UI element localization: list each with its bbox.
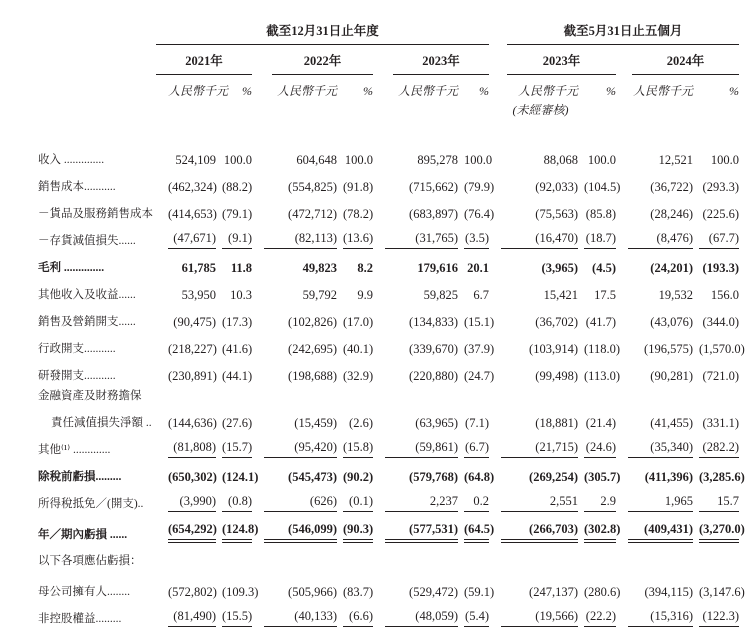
pct-cell: (3,270.0): [699, 521, 739, 543]
value-cell: 1,965: [628, 493, 693, 512]
pct-cell: 8.2: [357, 261, 373, 275]
value-cell: (3,965): [541, 261, 578, 275]
pct-cell: 17.5: [594, 288, 616, 302]
row-label: 收入 ..............: [38, 154, 105, 166]
value-cell: (220,880): [409, 369, 458, 383]
row-label: 除稅前虧損.........: [38, 471, 122, 483]
value-cell: (90,281): [650, 369, 693, 383]
value-cell: (92,033): [535, 180, 578, 194]
value-cell: (650,302): [168, 470, 217, 484]
pct-cell: (24.6): [584, 439, 616, 458]
value-cell: (63,965): [415, 416, 458, 430]
pct-cell: (17.3): [222, 315, 253, 329]
value-cell: (81,808): [168, 439, 216, 458]
pct-cell: (0.8): [222, 493, 252, 512]
value-cell: (48,059): [385, 608, 458, 627]
row-label: 其他收入及收益......: [38, 289, 136, 301]
pct-cell: (122.3): [699, 608, 739, 627]
value-cell: 61,785: [181, 261, 216, 275]
row-label: 銷售及營銷開支......: [38, 316, 136, 328]
note-row: [38, 103, 743, 117]
pct-label: %: [729, 84, 739, 98]
value-cell: 2,237: [385, 493, 458, 512]
value-cell: (654,292): [168, 521, 216, 543]
value-cell: (411,396): [644, 470, 693, 484]
financial-table-body: [38, 141, 743, 627]
pct-cell: 11.8: [230, 261, 252, 275]
value-cell: (545,473): [288, 470, 337, 484]
pct-cell: (27.6): [222, 416, 253, 430]
value-cell: (134,833): [409, 315, 458, 329]
pct-cell: (124.8): [222, 521, 252, 543]
value-cell: 88,068: [543, 153, 578, 167]
value-cell: (409,431): [628, 521, 693, 543]
value-cell: (414,653): [168, 207, 217, 221]
pct-cell: (0.1): [343, 493, 373, 512]
period-group-annual: 截至12月31日止年度: [156, 24, 489, 45]
period-group-five-months: 截至5月31日止五個月: [507, 24, 739, 45]
pct-cell: 100.0: [587, 153, 616, 167]
value-cell: (99,498): [535, 369, 578, 383]
pct-cell: (41.6): [222, 342, 253, 356]
pct-cell: (17.0): [343, 315, 374, 329]
pct-cell: (7.1): [465, 416, 489, 430]
pct-cell: (32.9): [343, 369, 374, 383]
table-row: [38, 276, 743, 303]
table-row: [38, 404, 743, 431]
row-label: 銷售成本...........: [38, 181, 116, 193]
value-cell: 53,950: [181, 288, 216, 302]
pct-cell: (78.2): [343, 207, 374, 221]
pct-cell: (124.1): [222, 470, 259, 484]
pct-cell: (282.2): [699, 439, 739, 458]
table-row: [38, 303, 743, 330]
value-cell: 179,616: [417, 261, 458, 275]
unit-label: 人民幣千元: [632, 84, 693, 98]
pct-cell: (104.5): [584, 180, 621, 194]
pct-cell: (44.1): [222, 369, 253, 383]
pct-cell: (302.8): [584, 521, 616, 543]
row-label: 其他⁽¹⁾ .............: [38, 444, 111, 456]
pct-cell: 15.7: [699, 493, 739, 512]
pct-cell: 156.0: [710, 288, 739, 302]
pct-cell: (9.1): [222, 230, 252, 249]
row-label: 年／期內虧損 ......: [38, 529, 128, 541]
value-cell: (82,113): [264, 230, 337, 249]
pct-cell: (3,147.6): [699, 585, 745, 599]
row-label: 研發開支...........: [38, 370, 116, 382]
row-label: －存貨減值損失......: [38, 235, 136, 247]
table-row: [38, 330, 743, 357]
pct-cell: (1,570.0): [699, 342, 745, 356]
pct-cell: (113.0): [584, 369, 620, 383]
pct-cell: (721.0): [702, 369, 739, 383]
pct-cell: (280.6): [584, 585, 621, 599]
value-cell: 49,823: [302, 261, 337, 275]
table-row: [38, 573, 743, 600]
pct-label: %: [606, 84, 616, 98]
year-header-5m-2024: 2024年: [632, 54, 739, 75]
pct-cell: (21.4): [585, 416, 616, 430]
pct-cell: (85.8): [585, 207, 616, 221]
pct-cell: (91.8): [343, 180, 374, 194]
pct-cell: (79.1): [222, 207, 253, 221]
value-cell: (572,802): [168, 585, 217, 599]
pct-cell: (193.3): [702, 261, 739, 275]
table-row: [38, 249, 743, 276]
value-cell: (683,897): [409, 207, 458, 221]
pct-cell: 9.9: [357, 288, 373, 302]
value-cell: 524,109: [175, 153, 216, 167]
value-cell: (339,670): [409, 342, 458, 356]
row-label: 責任減值損失淨額 ..: [51, 417, 152, 429]
pct-cell: 100.0: [223, 153, 252, 167]
value-cell: (15,316): [628, 608, 693, 627]
table-row: [38, 516, 743, 543]
value-cell: (35,340): [628, 439, 693, 458]
pct-label: %: [479, 84, 489, 98]
period-group-header: [38, 24, 743, 45]
pct-cell: (18.7): [584, 230, 616, 249]
pct-cell: (6.7): [464, 439, 489, 458]
value-cell: (81,490): [168, 608, 216, 627]
pct-cell: (88.2): [222, 180, 253, 194]
pct-cell: 6.7: [473, 288, 489, 302]
value-cell: (218,227): [168, 342, 217, 356]
value-cell: 2,551: [501, 493, 578, 512]
pct-cell: 2.9: [584, 493, 616, 512]
value-cell: (198,688): [288, 369, 337, 383]
pct-cell: (64.8): [464, 470, 495, 484]
value-cell: (242,695): [288, 342, 337, 356]
pct-cell: (15.5): [222, 608, 252, 627]
table-row: [38, 357, 743, 384]
value-cell: 19,532: [658, 288, 693, 302]
value-cell: (40,133): [264, 608, 337, 627]
row-label: 行政開支...........: [38, 343, 116, 355]
pct-cell: (344.0): [702, 315, 739, 329]
value-cell: (36,702): [535, 315, 578, 329]
unit-header-row: [38, 84, 743, 98]
value-cell: (546,099): [264, 521, 337, 543]
value-cell: (103,914): [529, 342, 578, 356]
value-cell: (577,531): [385, 521, 458, 543]
pct-cell: (83.7): [343, 585, 374, 599]
year-header-5m-2023: 2023年: [507, 54, 616, 75]
pct-cell: (15.7): [222, 439, 252, 458]
pct-cell: (90.3): [343, 521, 373, 543]
unit-label: 人民幣千元: [397, 84, 458, 98]
value-cell: (579,768): [409, 470, 458, 484]
value-cell: (269,254): [529, 470, 578, 484]
row-label: 母公司擁有人........: [38, 586, 130, 598]
table-row: [38, 485, 743, 512]
pct-cell: (67.7): [699, 230, 739, 249]
value-cell: 15,421: [543, 288, 578, 302]
pct-cell: (3.5): [464, 230, 489, 249]
pct-cell: (6.6): [343, 608, 373, 627]
pct-cell: (5.4): [464, 608, 489, 627]
value-cell: (90,475): [173, 315, 216, 329]
value-cell: (626): [264, 493, 337, 512]
pct-cell: (76.4): [464, 207, 495, 221]
value-cell: 59,792: [302, 288, 337, 302]
table-row: [38, 168, 743, 195]
value-cell: (95,420): [264, 439, 337, 458]
pct-cell: (109.3): [222, 585, 259, 599]
pct-cell: (24.7): [464, 369, 495, 383]
pct-cell: 100.0: [344, 153, 373, 167]
value-cell: (196,575): [644, 342, 693, 356]
value-cell: (21,715): [501, 439, 578, 458]
pct-cell: (13.6): [343, 230, 373, 249]
table-row: [38, 141, 743, 168]
value-cell: (472,712): [288, 207, 337, 221]
value-cell: (24,201): [650, 261, 693, 275]
year-header-2023: 2023年: [393, 54, 489, 75]
value-cell: (75,563): [535, 207, 578, 221]
value-cell: (16,470): [501, 230, 578, 249]
value-cell: 12,521: [658, 153, 693, 167]
value-cell: (247,137): [529, 585, 578, 599]
value-cell: 604,648: [296, 153, 337, 167]
value-cell: (59,861): [385, 439, 458, 458]
pct-cell: (41.7): [585, 315, 616, 329]
pct-cell: 20.1: [467, 261, 489, 275]
year-header-row: [38, 54, 743, 75]
value-cell: 59,825: [423, 288, 458, 302]
table-row: [38, 195, 743, 222]
pct-cell: 10.3: [230, 288, 252, 302]
value-cell: (36,722): [650, 180, 693, 194]
unit-label: 人民幣千元: [168, 84, 229, 98]
table-row: [38, 549, 743, 569]
row-label: －貨品及服務銷售成本: [38, 208, 153, 220]
pct-cell: (331.1): [702, 416, 739, 430]
pct-cell: 100.0: [464, 153, 493, 167]
table-row: [38, 431, 743, 458]
value-cell: (394,115): [644, 585, 693, 599]
table-row: [38, 222, 743, 249]
year-header-2021: 2021年: [156, 54, 252, 75]
value-cell: (28,246): [650, 207, 693, 221]
pct-cell: (64.5): [464, 521, 489, 543]
table-row: [38, 458, 743, 485]
pct-cell: 100.0: [710, 153, 739, 167]
value-cell: (230,891): [168, 369, 217, 383]
value-cell: (505,966): [288, 585, 337, 599]
value-cell: (8,476): [628, 230, 693, 249]
value-cell: (41,455): [650, 416, 693, 430]
year-header-2022: 2022年: [272, 54, 373, 75]
pct-cell: (4.5): [592, 261, 616, 275]
value-cell: (144,636): [168, 416, 217, 430]
value-cell: (19,566): [501, 608, 578, 627]
pct-cell: (90.2): [343, 470, 374, 484]
pct-cell: (79.9): [464, 180, 495, 194]
value-cell: (43,076): [650, 315, 693, 329]
pct-cell: (22.2): [584, 608, 616, 627]
row-label: 毛利 ..............: [38, 262, 105, 274]
unit-label: 人民幣千元: [517, 84, 578, 98]
pct-cell: (305.7): [584, 470, 621, 484]
pct-cell: (2.6): [349, 416, 373, 430]
pct-cell: (118.0): [584, 342, 620, 356]
value-cell: (3,990): [168, 493, 216, 512]
value-cell: 895,278: [417, 153, 458, 167]
pct-cell: (37.9): [464, 342, 495, 356]
value-cell: (102,826): [288, 315, 337, 329]
row-label: 以下各項應佔虧損：: [38, 555, 142, 567]
pct-cell: (15.1): [464, 315, 495, 329]
table-row: [38, 600, 743, 627]
pct-cell: (15.8): [343, 439, 373, 458]
value-cell: (266,703): [501, 521, 578, 543]
pct-cell: 0.2: [464, 493, 489, 512]
unit-label: 人民幣千元: [276, 84, 337, 98]
value-cell: (529,472): [409, 585, 458, 599]
pct-cell: (40.1): [343, 342, 374, 356]
value-cell: (15,459): [294, 416, 337, 430]
unaudited-note: (未經審核): [512, 103, 569, 117]
row-label: 所得稅抵免／(開支)..: [38, 498, 144, 510]
value-cell: (31,765): [385, 230, 458, 249]
pct-cell: (59.1): [464, 585, 495, 599]
row-label: 非控股權益.........: [38, 613, 122, 625]
value-cell: (47,671): [168, 230, 216, 249]
value-cell: (715,662): [409, 180, 458, 194]
pct-cell: (225.6): [702, 207, 739, 221]
value-cell: (18,881): [535, 416, 578, 430]
pct-cell: (293.3): [702, 180, 739, 194]
pct-label: %: [363, 84, 373, 98]
row-label: 金融資產及財務擔保: [38, 390, 142, 402]
pct-label: %: [242, 84, 252, 98]
value-cell: (554,825): [288, 180, 337, 194]
table-row: [38, 384, 743, 404]
pct-cell: (3,285.6): [699, 470, 745, 484]
value-cell: (462,324): [168, 180, 217, 194]
